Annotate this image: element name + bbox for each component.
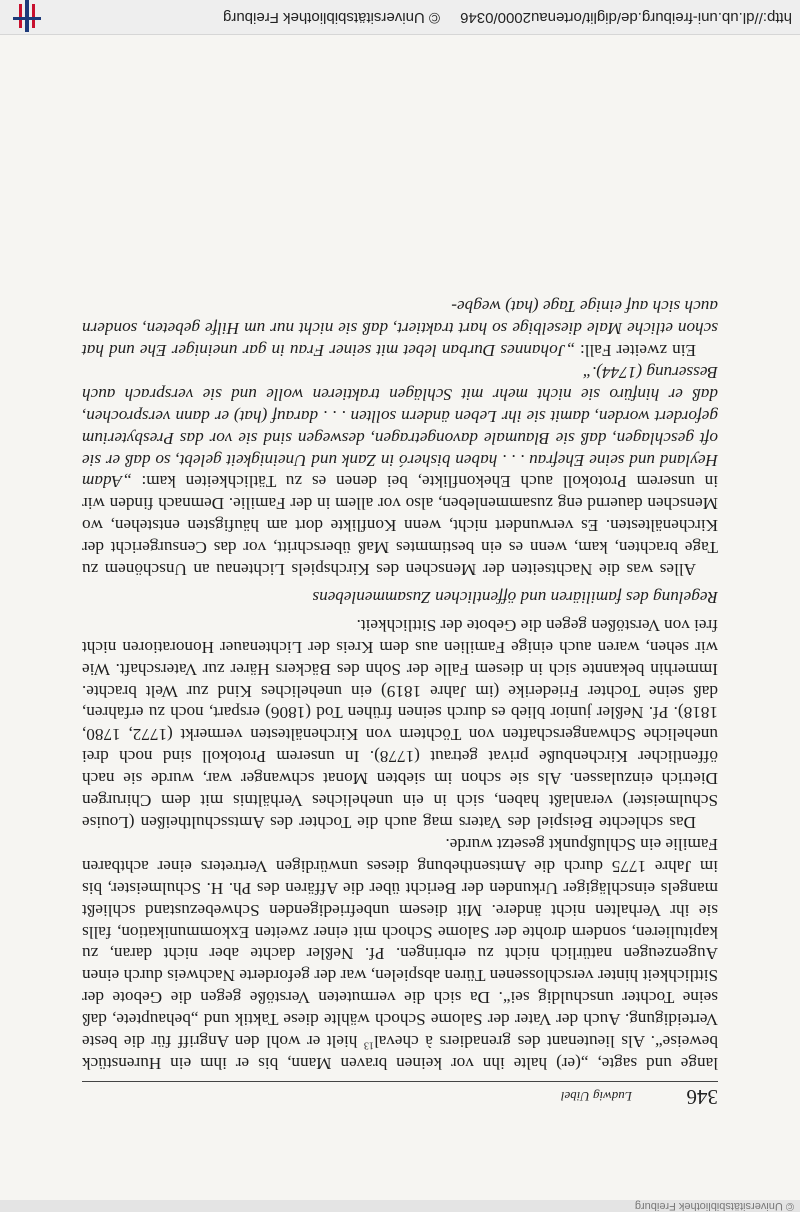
paragraph-3-text: Alles was die Nachtseiten der Menschen des Kirchspiels Lichtenau an Unschönem zu Tage brachten, kam, wenn es ein bestimmtes Maß überschritt, vor das Censurgericht der Kirchenältesten. Es verwundert nicht, wenn Konflikte dort am häufigsten entstehen, wo Menschen dauernd eng zusammenleben, also vor allem in der Familie. Demnach finden wir in unserem Protokoll auch Ehekonflikte, bei denen es zu Tätlichkeiten kam:: [82, 472, 718, 580]
page-url-link[interactable]: http://dl.ub.uni-freiburg.de/diglit/ortenau2000/0346: [460, 9, 792, 26]
footnote-ref-13: 13: [363, 1039, 374, 1051]
paragraph-4-quote: „Johannes Durban lebet mit seiner Frau in gar uneiniger Ehe und hat schon etliche Male dieselbige so hart traktiert, daß sie nicht nur um Hilfe gebeten, sondern auch sich auf einige Tage (hat) wegbe-: [82, 297, 718, 360]
section-heading: Regelung des familiären und öffentlichen Zusammenlebens: [312, 587, 718, 607]
body-text: [82, 295, 718, 1074]
paragraph-4: [82, 295, 718, 361]
top-copyright-strip: © Universitätsbibliothek Freiburg: [0, 1200, 800, 1212]
running-head-author: Ludwig Uibel: [560, 1089, 632, 1104]
paragraph-2: Das schlechte Beispiel des Vaters mag auch die Tochter des Amtsschultheißen (Louise Schulmeister) veranlaßt haben, sich in ein uneheliches Verhältnis mit dem Chirurgen Dietrich einzulassen. Als sie schon im siebten Monat schwanger war, wurde sie nach öffentlicher Kirchenbuße privat getraut (1778). In unserem Protokoll sind noch drei uneheliche Schwangerschaften von Töchtern von Kirchenältesten vermerkt (1772, 1780, 1818). Pf. Neßler junior blieb es durch seinen frühen Tod (1806) erspart, noch zu erfahren, daß seine Tochter Friederike (im Jahre 1819) ein uneheliches Kind zur Welt brachte. Immerhin bekannte sich in diesem Falle der Sohn des Bäckers Härer zur Vaterschaft. Wie wir sehen, waren auch einige Familien aus dem Kreis der Lichtenauer Honoratioren nicht frei von Verstößen gegen die Gebote der Sittlichkeit.: [82, 615, 718, 833]
paragraph-3: [82, 361, 718, 580]
page-header: [82, 1085, 718, 1109]
paragraph-1-rest: hielt er wohl den Angriff für die beste Verteidigung. Auch der Vater der Salome Schoch wählte diese Taktik und „behauptete, daß seine Tochter unschuldig sei“. Da sich die vermuteten Verstöße gegen die Gebote der Sittlichkeit hinter verschlossenen Türen abspielen, war der geforderte Nachweis durch einen Augenzeugen natürlich nicht zu erbringen. Pf. Neßler dachte aber nicht daran, zu kapitulieren, sondern drohte der Salome Schoch mit einer zweiten Exkommunikation, falls sie ihr Verhalten nicht ändere. Mit diesem unbefriedigenden Schwebezustand schließt mangels einschlägiger Urkunden der Bericht über die Affären des Ph. H. Schulmeister, bis im Jahre 1775 durch die Amtsenthebung dieses unwürdigen Vertreters einer achtbaren Familie ein Schlußpunkt gesetzt wurde.: [82, 834, 718, 1052]
viewer-footer-bar: [0, 0, 800, 35]
ub-freiburg-logo-icon: [9, 0, 45, 32]
paragraph-1-text: lange und sagte, „(er) halte ihn vor keinen braven Mann, bis er ihm ein Hurenstück beweise“. Als lieutenant des grenadiers à cheval: [82, 1032, 718, 1073]
paragraph-3-quote: „Adam Heyland und seine Ehefrau . . . haben bisheró in Zank und Uneinigkeit gelebt, so daß er sie oft geschlagen, daß sie Blaumale davongetragen, deswegen sind sie vor das Presbyterium gefordert worden, damit sie ihr Leben ändern sollten . . . darauf (hat) er dann versprochen, daß er hinfüro sie nicht mehr mit Schlägen traktieren wolle und sie versprach auch Besserung (1744).“: [82, 362, 718, 492]
copyright-notice: © Universitätsbibliothek Freiburg: [223, 9, 440, 26]
header-rule: [82, 1081, 718, 1082]
paper-page: [0, 35, 800, 1200]
page-number: 346: [686, 1085, 718, 1109]
paragraph-1: [82, 833, 718, 1074]
paragraph-4-text: Ein zweiter Fall:: [574, 341, 696, 360]
